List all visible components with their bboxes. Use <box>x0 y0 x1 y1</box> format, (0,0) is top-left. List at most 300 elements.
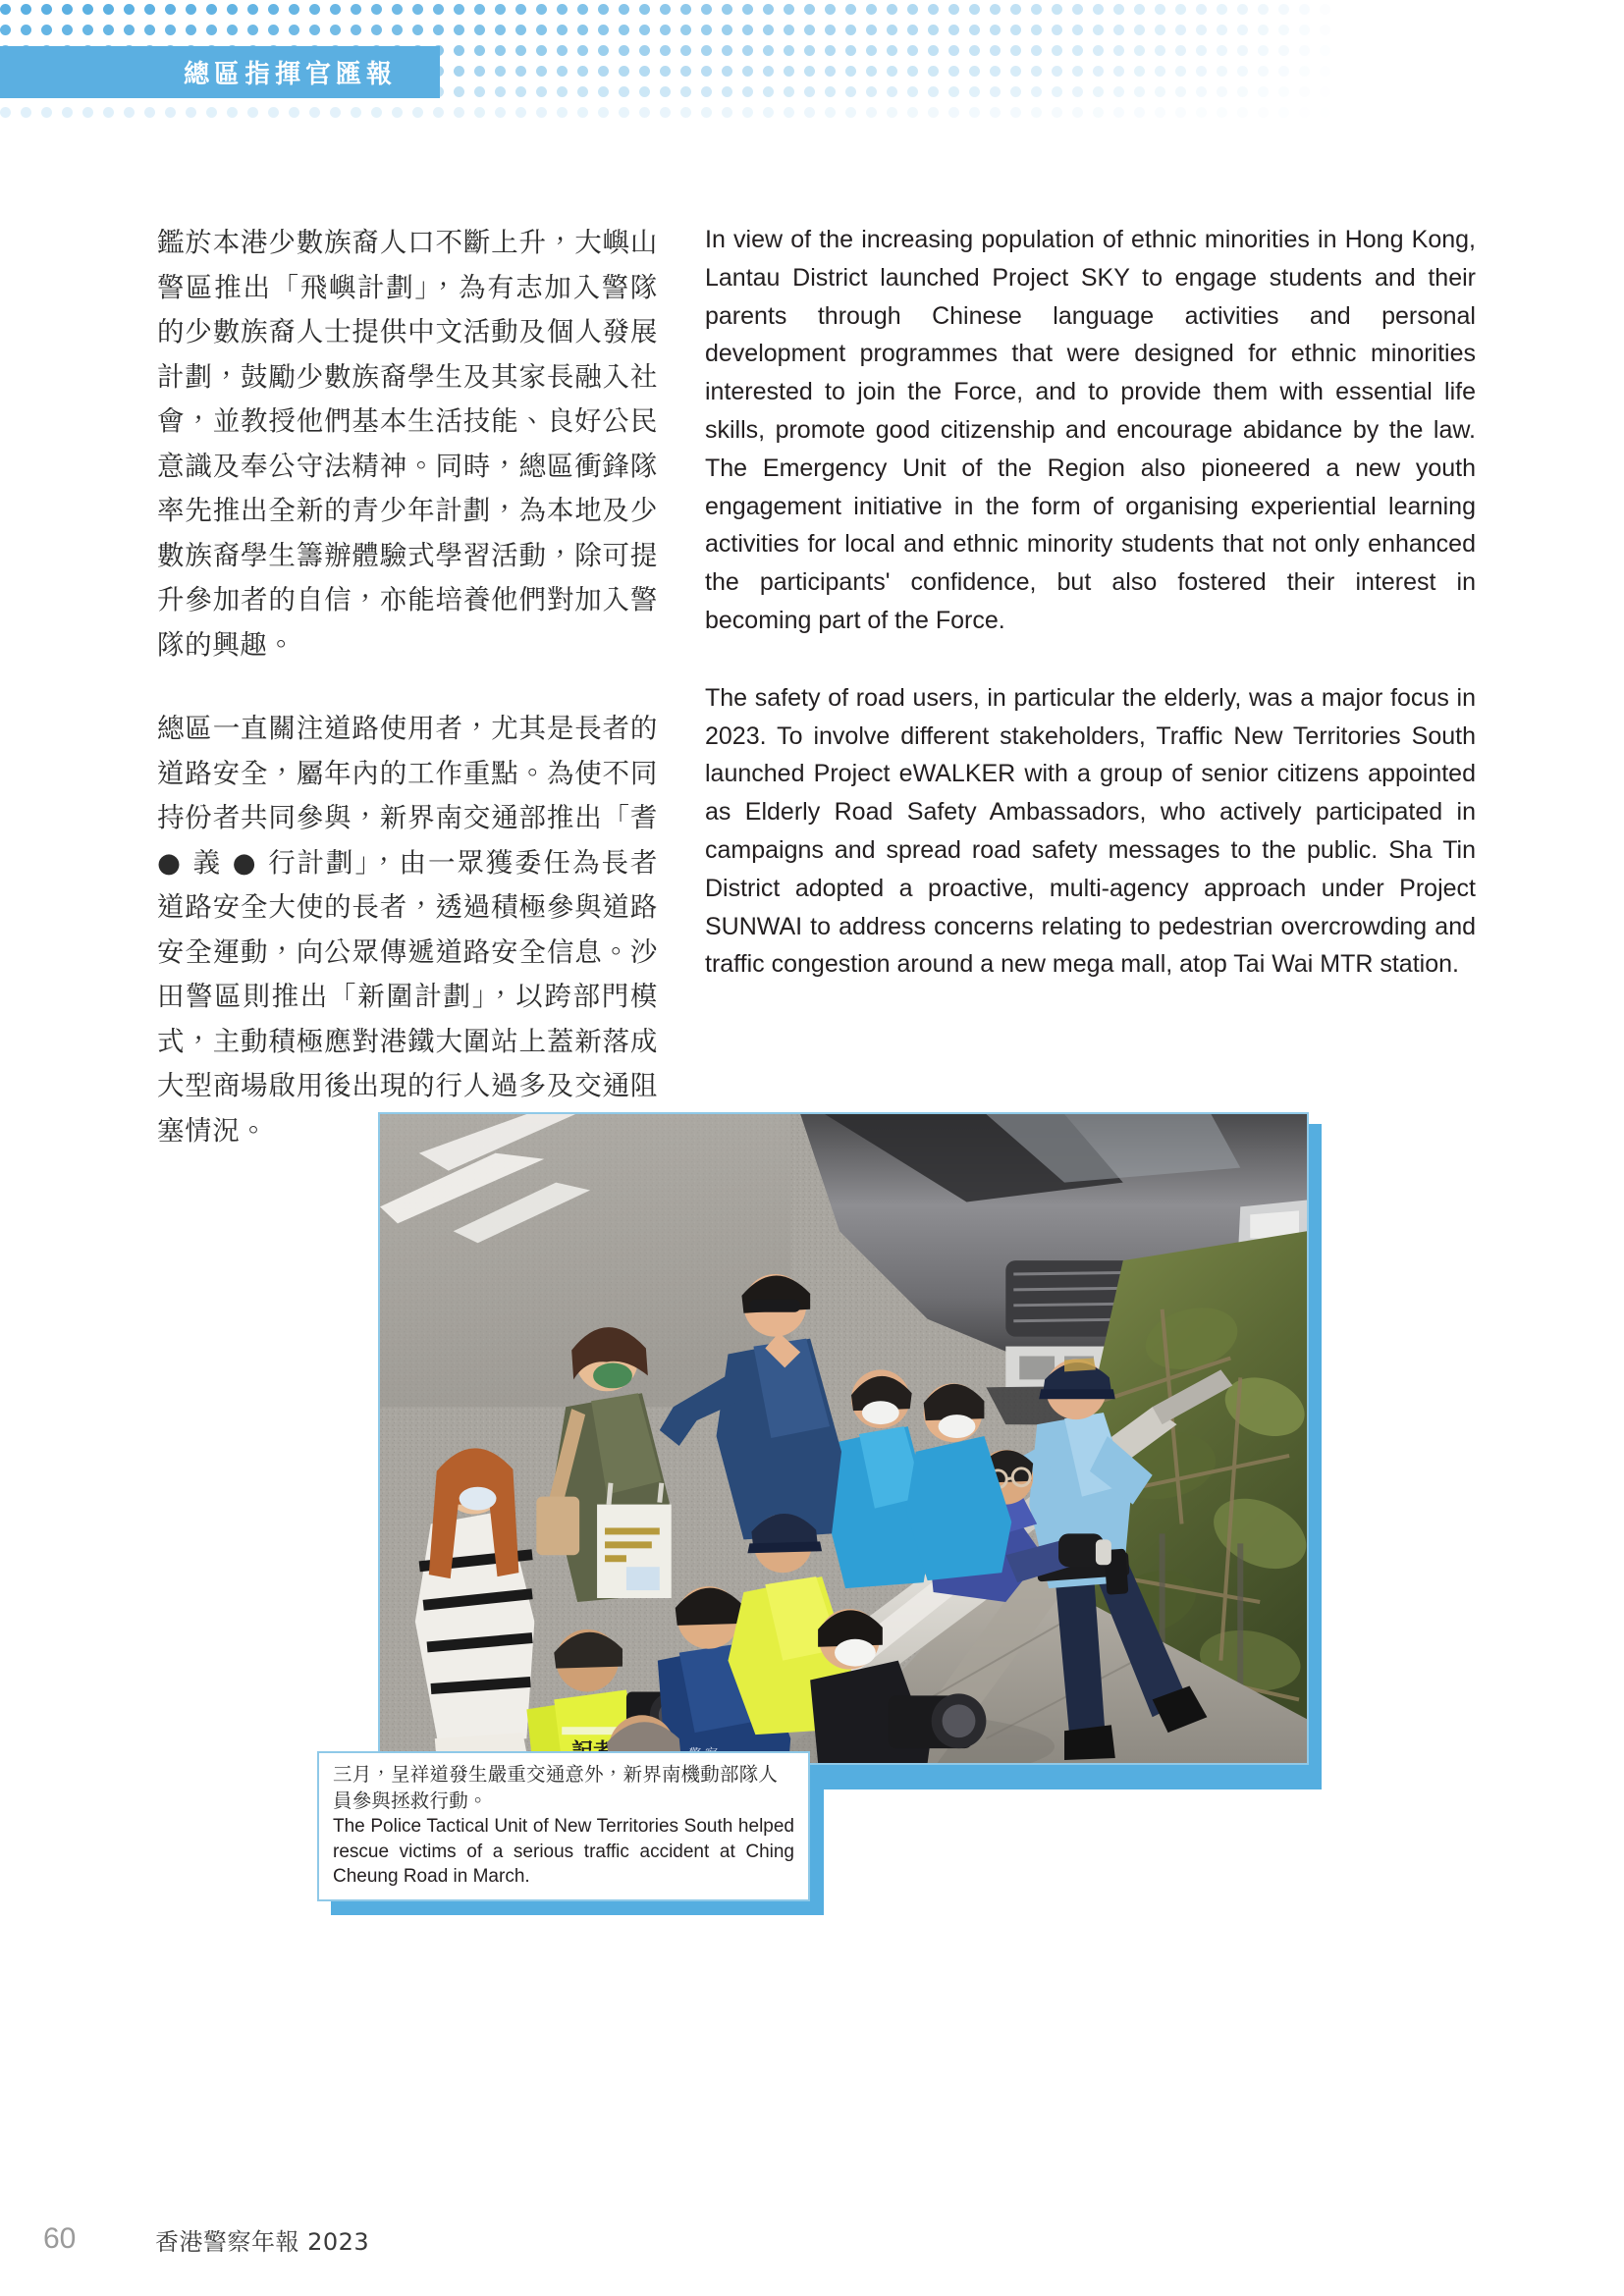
dot <box>577 45 588 56</box>
dot <box>41 4 52 15</box>
dot <box>1031 66 1042 77</box>
dot <box>1072 86 1083 97</box>
dot <box>1010 107 1021 118</box>
dot <box>474 4 485 15</box>
dot <box>639 4 650 15</box>
dot <box>1217 107 1227 118</box>
dot <box>1196 4 1207 15</box>
dot <box>165 4 176 15</box>
dot <box>619 66 629 77</box>
dot <box>866 45 877 56</box>
dot <box>680 45 691 56</box>
dot <box>1299 86 1310 97</box>
dot <box>1155 25 1165 35</box>
dot <box>433 25 444 35</box>
dot <box>41 107 52 118</box>
dot <box>1299 45 1310 56</box>
dot <box>804 45 815 56</box>
photo-frame <box>378 1112 1309 1765</box>
dot <box>825 4 836 15</box>
dot <box>845 86 856 97</box>
dot <box>845 4 856 15</box>
dot <box>1196 86 1207 97</box>
dot <box>1320 107 1330 118</box>
photo-caption-block <box>317 1751 824 1915</box>
dot <box>1155 4 1165 15</box>
dot <box>1217 25 1227 35</box>
dot <box>845 66 856 77</box>
english-paragraph: In view of the increasing population of ethnic minorities in Hong Kong, Lantau District launched Project SKY to engage students and their parents through Chinese language activities and personal development programmes that were designed for ethnic minorities interested to join the Force, and to provide them with essential life skills, promote good citizenship and encourage abidance by the law. The Emergency Unit of the Region also pioneered a new youth engagement initiative in the form of organising experiential learning activities for local and ethnic minority students that not only enhanced the participants' confidence, but also fostered their interest in becoming part of the Force. <box>705 226 1476 634</box>
dot <box>722 107 732 118</box>
dot <box>928 4 939 15</box>
dot <box>351 25 361 35</box>
dot <box>1093 4 1104 15</box>
dot <box>1134 86 1145 97</box>
dot <box>1010 25 1021 35</box>
dot <box>247 25 258 35</box>
dot <box>701 25 712 35</box>
dot <box>1072 25 1083 35</box>
dot <box>763 45 774 56</box>
dot <box>948 86 959 97</box>
dot <box>454 66 464 77</box>
dot <box>1258 66 1269 77</box>
dot <box>1320 66 1330 77</box>
dot <box>804 25 815 35</box>
chinese-paragraph: 鑑於本港少數族裔人口不斷上升，大嶼山警區推出「飛嶼計劃」，為有志加入警隊的少數族裔人士提供中文活動及個人發展計劃，鼓勵少數族裔學生及其家長融入社會，並教授他們基本生活技能、良好公民意識及奉公守法精神。同時，總區衝鋒隊率先推出全新的青少年計劃，為本地及少數族裔學生籌辦體驗式學習活動，除可提升參加者的自信，亦能培養他們對加入警隊的興趣。 <box>157 227 658 661</box>
dot <box>928 107 939 118</box>
dot <box>536 45 547 56</box>
dot <box>639 86 650 97</box>
dot <box>680 66 691 77</box>
dot <box>495 86 506 97</box>
dot <box>1052 4 1062 15</box>
dot <box>289 25 299 35</box>
dot <box>680 4 691 15</box>
dot <box>784 45 794 56</box>
dot <box>412 4 423 15</box>
dot <box>1052 25 1062 35</box>
dot <box>309 25 320 35</box>
dot <box>598 45 609 56</box>
dot <box>701 66 712 77</box>
dot <box>1072 45 1083 56</box>
traffic-accident-rescue-photo <box>380 1114 1307 1763</box>
dot <box>1278 45 1289 56</box>
dot <box>1052 86 1062 97</box>
dot <box>1278 107 1289 118</box>
section-title-banner <box>0 46 440 98</box>
dot <box>371 107 382 118</box>
dot <box>1010 86 1021 97</box>
dot <box>186 25 196 35</box>
dot <box>1278 66 1289 77</box>
dot <box>454 25 464 35</box>
dot <box>474 66 485 77</box>
dot <box>392 107 403 118</box>
dot <box>660 86 671 97</box>
dot <box>82 4 93 15</box>
dot <box>536 66 547 77</box>
dot <box>1052 45 1062 56</box>
dot <box>1217 4 1227 15</box>
dot <box>433 107 444 118</box>
page-footer <box>0 2216 1624 2262</box>
dot <box>289 107 299 118</box>
dot <box>1278 25 1289 35</box>
dot <box>722 45 732 56</box>
dot <box>990 4 1001 15</box>
dot <box>557 25 568 35</box>
dot <box>144 4 155 15</box>
dot <box>660 25 671 35</box>
dot <box>124 107 135 118</box>
dot <box>907 86 918 97</box>
dot <box>1134 107 1145 118</box>
dot <box>619 86 629 97</box>
dot <box>1031 25 1042 35</box>
dot <box>948 107 959 118</box>
dot <box>804 86 815 97</box>
dot <box>577 4 588 15</box>
dot <box>1175 4 1186 15</box>
dot <box>495 66 506 77</box>
dot <box>474 25 485 35</box>
dot <box>1155 107 1165 118</box>
dot <box>268 4 279 15</box>
dot <box>433 4 444 15</box>
caption-chinese: 三月，呈祥道發生嚴重交通意外，新界南機動部隊人員參與拯救行動。 <box>333 1763 779 1812</box>
dot <box>557 45 568 56</box>
dot <box>186 4 196 15</box>
dot <box>371 25 382 35</box>
dot <box>1278 4 1289 15</box>
publication-title: 香港警察年報 2023 <box>155 2227 370 2256</box>
dot <box>804 66 815 77</box>
dot <box>454 107 464 118</box>
dot <box>1278 86 1289 97</box>
dot <box>577 107 588 118</box>
dot <box>1093 45 1104 56</box>
dot <box>1010 4 1021 15</box>
dot <box>1217 45 1227 56</box>
dot <box>1093 25 1104 35</box>
dot <box>1175 107 1186 118</box>
dot <box>1217 86 1227 97</box>
dot <box>680 25 691 35</box>
dot <box>619 4 629 15</box>
dot <box>948 4 959 15</box>
dot <box>990 86 1001 97</box>
dot <box>206 25 217 35</box>
dot <box>268 107 279 118</box>
dot <box>495 25 506 35</box>
dot <box>660 4 671 15</box>
dot <box>1155 66 1165 77</box>
dot <box>1031 107 1042 118</box>
dot <box>619 25 629 35</box>
chinese-paragraph: 總區一直關注道路使用者，尤其是長者的道路安全，屬年內的工作重點。為使不同持份者共同參與，新界南交通部推出「耆 ● 義 ● 行計劃」，由一眾獲委任為長者道路安全大使的長者，透過積極參與道路安全運動，向公眾傳遞道路安全信息。沙田警區則推出「新圍計劃」，以跨部門模式，主動積極應對港鐵大圍站上蓋新落成大型商場啟用後出現的行人過多及交通阻塞情況。 <box>157 713 658 1147</box>
dot <box>392 25 403 35</box>
dot-row <box>0 25 1624 45</box>
dot <box>1031 45 1042 56</box>
dot <box>1196 45 1207 56</box>
dot <box>1093 107 1104 118</box>
dot <box>1072 4 1083 15</box>
dot <box>1175 45 1186 56</box>
dot <box>866 86 877 97</box>
dot <box>928 45 939 56</box>
dot <box>969 86 980 97</box>
dot <box>722 4 732 15</box>
dot <box>928 86 939 97</box>
dot <box>928 66 939 77</box>
dot <box>1113 45 1124 56</box>
dot <box>1113 4 1124 15</box>
dot <box>969 66 980 77</box>
dot <box>660 45 671 56</box>
dot <box>474 107 485 118</box>
dot <box>1175 66 1186 77</box>
dot <box>103 4 114 15</box>
dot <box>1196 107 1207 118</box>
dot <box>330 4 341 15</box>
dot <box>0 107 11 118</box>
dot <box>948 66 959 77</box>
dot <box>557 107 568 118</box>
dot <box>742 4 753 15</box>
dot <box>1113 107 1124 118</box>
dot <box>577 66 588 77</box>
dot <box>351 4 361 15</box>
dot <box>557 86 568 97</box>
dot <box>1134 25 1145 35</box>
dot <box>515 4 526 15</box>
dot <box>887 25 897 35</box>
dot <box>371 4 382 15</box>
dot <box>742 25 753 35</box>
dot <box>474 86 485 97</box>
dot <box>866 66 877 77</box>
dot <box>784 25 794 35</box>
dot <box>845 45 856 56</box>
dot <box>330 107 341 118</box>
dot <box>598 4 609 15</box>
dot <box>680 107 691 118</box>
dot <box>1093 66 1104 77</box>
dot <box>1072 66 1083 77</box>
dot <box>763 4 774 15</box>
dot <box>1299 66 1310 77</box>
dot <box>1196 66 1207 77</box>
dot <box>969 25 980 35</box>
english-paragraph: The safety of road users, in particular the elderly, was a major focus in 2023. To involve different stakeholders, Traffic New Territories South launched Project eWALKER with a group of senior citizens appointed as Elderly Road Safety Ambassadors, who actively participated in campaigns and spread road safety messages to the public. Sha Tin District adopted a proactive, multi-agency approach under Project SUNWAI to address concerns relating to pedestrian overcrowding and traffic congestion around a new mega mall, atop Tai Wai MTR station. <box>705 683 1476 979</box>
dot <box>1237 4 1248 15</box>
dot <box>1299 4 1310 15</box>
dot <box>1237 107 1248 118</box>
dot <box>742 66 753 77</box>
dot <box>227 4 238 15</box>
dot <box>969 107 980 118</box>
dot <box>763 66 774 77</box>
dot <box>247 4 258 15</box>
dot <box>124 25 135 35</box>
dot <box>515 107 526 118</box>
dot <box>866 107 877 118</box>
dot <box>619 107 629 118</box>
dot <box>722 66 732 77</box>
dot <box>619 45 629 56</box>
dot <box>1258 45 1269 56</box>
dot <box>1052 66 1062 77</box>
dot <box>21 25 31 35</box>
dot <box>598 107 609 118</box>
dot <box>742 45 753 56</box>
dot <box>515 45 526 56</box>
dot <box>763 86 774 97</box>
dot <box>1237 86 1248 97</box>
dot <box>474 45 485 56</box>
dot <box>1196 25 1207 35</box>
dot <box>577 86 588 97</box>
dot <box>0 4 11 15</box>
caption-english: The Police Tactical Unit of New Territories South helped rescue victims of a serious traffic accident at Ching Cheung Road in March. <box>333 1816 794 1887</box>
dot <box>454 86 464 97</box>
dot <box>866 25 877 35</box>
page-header-band <box>0 0 1624 130</box>
dot <box>557 4 568 15</box>
dot <box>639 107 650 118</box>
dot <box>969 4 980 15</box>
dot <box>742 86 753 97</box>
dot <box>1258 107 1269 118</box>
photo-figure <box>378 1112 1322 1789</box>
dot <box>1155 86 1165 97</box>
dot-row <box>0 107 1624 128</box>
dot <box>0 25 11 35</box>
dot <box>1010 66 1021 77</box>
dot <box>763 25 774 35</box>
dot <box>1237 25 1248 35</box>
section-title-label: 總區指揮官匯報 <box>183 59 397 88</box>
dot <box>351 107 361 118</box>
dot <box>536 107 547 118</box>
dot <box>866 4 877 15</box>
dot <box>1134 4 1145 15</box>
dot <box>41 25 52 35</box>
dot <box>1237 45 1248 56</box>
dot <box>1113 66 1124 77</box>
dot <box>598 25 609 35</box>
dot <box>227 107 238 118</box>
dot <box>784 4 794 15</box>
dot <box>887 4 897 15</box>
dot <box>701 45 712 56</box>
dot <box>1320 45 1330 56</box>
dot <box>948 25 959 35</box>
dot <box>82 107 93 118</box>
dot <box>454 4 464 15</box>
dot <box>1217 66 1227 77</box>
dot <box>804 4 815 15</box>
dot <box>1134 45 1145 56</box>
dot <box>887 66 897 77</box>
dot <box>289 4 299 15</box>
dot <box>1320 25 1330 35</box>
dot <box>1299 107 1310 118</box>
dot <box>825 25 836 35</box>
dot <box>577 25 588 35</box>
dot <box>515 86 526 97</box>
chinese-text-column <box>157 221 658 1153</box>
dot <box>124 4 135 15</box>
dot <box>1072 107 1083 118</box>
dot <box>21 4 31 15</box>
dot <box>825 45 836 56</box>
dot-row <box>0 4 1624 25</box>
dot <box>722 25 732 35</box>
dot <box>907 45 918 56</box>
dot <box>990 66 1001 77</box>
dot <box>784 86 794 97</box>
dot <box>907 25 918 35</box>
dot <box>1031 4 1042 15</box>
caption-box <box>317 1751 810 1901</box>
dot <box>701 86 712 97</box>
dot <box>103 107 114 118</box>
dot <box>701 4 712 15</box>
dot <box>1258 4 1269 15</box>
dot <box>990 25 1001 35</box>
dot <box>907 66 918 77</box>
dot <box>763 107 774 118</box>
dot <box>1258 86 1269 97</box>
dot <box>1175 25 1186 35</box>
dot <box>144 25 155 35</box>
dot <box>784 107 794 118</box>
dot <box>268 25 279 35</box>
dot <box>825 107 836 118</box>
dot <box>845 25 856 35</box>
dot <box>495 107 506 118</box>
dot <box>825 86 836 97</box>
dot <box>227 25 238 35</box>
dot <box>515 25 526 35</box>
dot <box>454 45 464 56</box>
dot <box>330 25 341 35</box>
dot <box>557 66 568 77</box>
dot <box>536 86 547 97</box>
dot <box>1175 86 1186 97</box>
dot <box>969 45 980 56</box>
dot <box>742 107 753 118</box>
dot <box>990 45 1001 56</box>
dot <box>845 107 856 118</box>
dot <box>309 107 320 118</box>
dot <box>412 25 423 35</box>
dot <box>1134 66 1145 77</box>
dot <box>1299 25 1310 35</box>
dot <box>639 66 650 77</box>
dot <box>1258 25 1269 35</box>
dot <box>206 107 217 118</box>
dot <box>21 107 31 118</box>
dot <box>165 25 176 35</box>
dot <box>825 66 836 77</box>
dot <box>247 107 258 118</box>
dot <box>1320 4 1330 15</box>
dot <box>639 25 650 35</box>
